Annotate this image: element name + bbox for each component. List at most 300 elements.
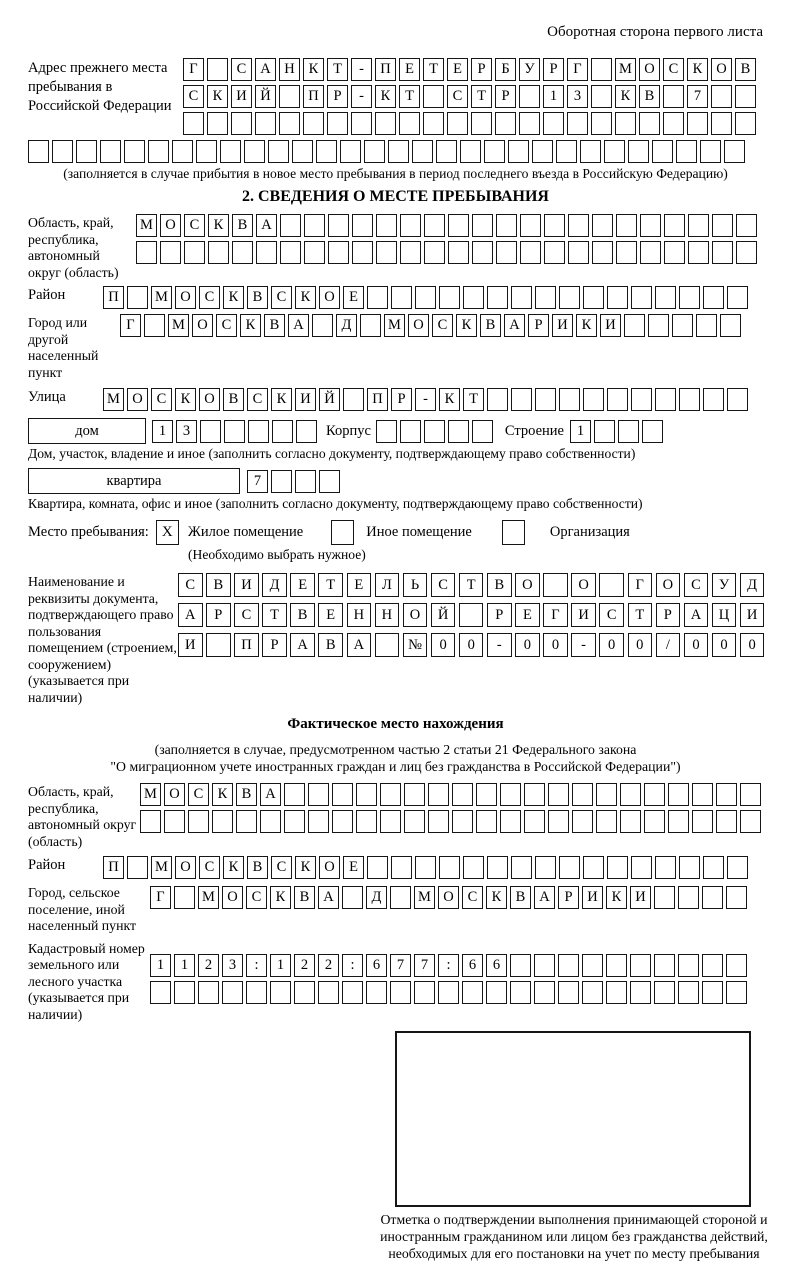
kadastr-label: Кадастровый номер земельного или лесного участка (указывается при наличии) bbox=[28, 940, 145, 1022]
char-box bbox=[316, 140, 337, 163]
char-box: Д bbox=[366, 886, 387, 909]
char-box: В bbox=[264, 314, 285, 337]
char-box: В bbox=[247, 286, 268, 309]
char-box: В bbox=[487, 573, 512, 597]
char-box: П bbox=[375, 58, 396, 81]
char-box bbox=[447, 112, 468, 135]
char-box: 0 bbox=[628, 633, 653, 657]
char-box bbox=[735, 112, 756, 135]
stroenie-label: Строение bbox=[504, 423, 564, 439]
actual-oblast-label: Область, край, республика, автономный округ (область) bbox=[28, 784, 137, 849]
char-box bbox=[583, 286, 604, 309]
char-box bbox=[271, 470, 292, 493]
char-box bbox=[184, 241, 205, 264]
char-box bbox=[592, 214, 613, 237]
char-box bbox=[127, 856, 148, 879]
char-box bbox=[556, 140, 577, 163]
char-box bbox=[616, 241, 637, 264]
char-box bbox=[415, 286, 436, 309]
char-box bbox=[607, 286, 628, 309]
char-box: В bbox=[290, 603, 315, 627]
document-label: Наименование и реквизиты документа, подтверждающего право пользования помещением (строением, сооружением) (указывается при наличии) bbox=[28, 574, 177, 705]
char-box bbox=[583, 388, 604, 411]
char-box: И bbox=[295, 388, 316, 411]
char-box: 0 bbox=[543, 633, 568, 657]
char-box bbox=[604, 140, 625, 163]
char-box bbox=[735, 85, 756, 108]
char-box bbox=[400, 214, 421, 237]
char-box bbox=[487, 286, 508, 309]
char-box: - bbox=[351, 85, 372, 108]
char-box bbox=[424, 420, 445, 443]
char-box bbox=[246, 981, 267, 1004]
char-box bbox=[236, 810, 257, 833]
char-box bbox=[678, 954, 699, 977]
char-box bbox=[404, 783, 425, 806]
char-box: И bbox=[582, 886, 603, 909]
char-box bbox=[360, 314, 381, 337]
char-box bbox=[296, 420, 317, 443]
char-box bbox=[559, 388, 580, 411]
char-box: - bbox=[415, 388, 436, 411]
field-prev-address bbox=[28, 58, 763, 135]
charbox-row bbox=[140, 810, 761, 833]
char-box bbox=[700, 140, 721, 163]
char-box bbox=[332, 783, 353, 806]
char-box bbox=[736, 214, 757, 237]
actual-title: Фактическое место нахождения bbox=[287, 716, 504, 732]
char-box bbox=[679, 856, 700, 879]
char-box: С bbox=[432, 314, 453, 337]
char-box bbox=[248, 420, 269, 443]
char-box: В bbox=[480, 314, 501, 337]
char-box bbox=[448, 241, 469, 264]
char-box: К bbox=[576, 314, 597, 337]
char-box: П bbox=[103, 286, 124, 309]
option-zhiloe-label: Жилое помещение bbox=[187, 524, 304, 540]
char-box bbox=[548, 810, 569, 833]
char-box bbox=[567, 112, 588, 135]
char-box: 3 bbox=[176, 420, 197, 443]
char-box bbox=[463, 286, 484, 309]
char-box: Р bbox=[206, 603, 231, 627]
char-box: А bbox=[290, 633, 315, 657]
char-box: П bbox=[367, 388, 388, 411]
char-box bbox=[304, 241, 325, 264]
char-box: С bbox=[184, 214, 205, 237]
char-box bbox=[375, 112, 396, 135]
char-box bbox=[270, 981, 291, 1004]
char-box bbox=[616, 214, 637, 237]
char-box bbox=[124, 140, 145, 163]
char-box bbox=[654, 886, 675, 909]
char-box: Д bbox=[740, 573, 765, 597]
char-box bbox=[606, 954, 627, 977]
char-box bbox=[524, 810, 545, 833]
char-box: М bbox=[140, 783, 161, 806]
char-box: О bbox=[127, 388, 148, 411]
char-box bbox=[558, 981, 579, 1004]
char-box: С bbox=[199, 856, 220, 879]
char-box: Л bbox=[375, 573, 400, 597]
char-box bbox=[679, 286, 700, 309]
char-box: Р bbox=[656, 603, 681, 627]
char-box bbox=[308, 810, 329, 833]
char-box: К bbox=[271, 388, 292, 411]
char-box bbox=[534, 981, 555, 1004]
charbox-row bbox=[103, 286, 748, 309]
char-box bbox=[207, 112, 228, 135]
char-box: 7 bbox=[687, 85, 708, 108]
char-box: Е bbox=[515, 603, 540, 627]
char-box bbox=[220, 140, 241, 163]
char-box bbox=[174, 886, 195, 909]
char-box: Р bbox=[558, 886, 579, 909]
char-box bbox=[624, 314, 645, 337]
char-box: Н bbox=[279, 58, 300, 81]
char-box: Р bbox=[528, 314, 549, 337]
char-box: Р bbox=[471, 58, 492, 81]
char-box bbox=[366, 981, 387, 1004]
char-box: В bbox=[318, 633, 343, 657]
charbox-row bbox=[103, 388, 748, 411]
char-box bbox=[726, 981, 747, 1004]
char-box bbox=[655, 388, 676, 411]
char-box bbox=[415, 856, 436, 879]
char-box bbox=[628, 140, 649, 163]
char-box bbox=[496, 214, 517, 237]
char-box: Т bbox=[423, 58, 444, 81]
char-box: С bbox=[247, 388, 268, 411]
char-box: : bbox=[342, 954, 363, 977]
char-box bbox=[495, 112, 516, 135]
char-box bbox=[460, 140, 481, 163]
char-box: 0 bbox=[459, 633, 484, 657]
char-box bbox=[664, 241, 685, 264]
checkbox-zhiloe: X bbox=[156, 520, 179, 545]
char-box: И bbox=[600, 314, 621, 337]
char-box: О bbox=[408, 314, 429, 337]
char-box bbox=[462, 981, 483, 1004]
char-box bbox=[304, 214, 325, 237]
char-box: Т bbox=[262, 603, 287, 627]
char-box bbox=[678, 886, 699, 909]
char-box: Е bbox=[343, 856, 364, 879]
char-box: К bbox=[606, 886, 627, 909]
char-box: 2 bbox=[198, 954, 219, 977]
field-document bbox=[28, 573, 763, 706]
char-box bbox=[511, 856, 532, 879]
char-box: И bbox=[571, 603, 596, 627]
char-box: М bbox=[151, 856, 172, 879]
char-box: О bbox=[319, 286, 340, 309]
char-box bbox=[620, 810, 641, 833]
char-box bbox=[459, 603, 484, 627]
char-box bbox=[400, 420, 421, 443]
char-box bbox=[630, 981, 651, 1004]
section2-title: 2. СВЕДЕНИЯ О МЕСТЕ ПРЕБЫВАНИЯ bbox=[242, 188, 549, 205]
char-box: У bbox=[712, 573, 737, 597]
charbox-row bbox=[178, 573, 764, 597]
char-box: В bbox=[236, 783, 257, 806]
char-box: С bbox=[178, 573, 203, 597]
charbox-row bbox=[183, 112, 756, 135]
char-box: 1 bbox=[543, 85, 564, 108]
char-box: 6 bbox=[486, 954, 507, 977]
char-box: О bbox=[192, 314, 213, 337]
char-box: Г bbox=[543, 603, 568, 627]
char-box bbox=[655, 286, 676, 309]
char-box: 0 bbox=[684, 633, 709, 657]
char-box bbox=[472, 214, 493, 237]
char-box: Б bbox=[495, 58, 516, 81]
char-box: В bbox=[510, 886, 531, 909]
char-box bbox=[174, 981, 195, 1004]
field-rayon bbox=[28, 286, 763, 309]
char-box bbox=[654, 981, 675, 1004]
char-box: - bbox=[351, 58, 372, 81]
char-box: К bbox=[212, 783, 233, 806]
char-box bbox=[439, 856, 460, 879]
kvartira-note: Квартира, комната, офис и иное (заполнить согласно документу, подтверждающему право собственности) bbox=[28, 496, 643, 511]
char-box: С bbox=[234, 603, 259, 627]
char-box: К bbox=[687, 58, 708, 81]
char-box bbox=[672, 314, 693, 337]
char-box: 1 bbox=[152, 420, 173, 443]
char-box bbox=[520, 214, 541, 237]
char-box bbox=[568, 214, 589, 237]
char-box: 1 bbox=[270, 954, 291, 977]
char-box bbox=[200, 420, 221, 443]
field-actual-oblast bbox=[28, 783, 763, 850]
char-box: А bbox=[684, 603, 709, 627]
char-box bbox=[476, 810, 497, 833]
char-box: А bbox=[318, 886, 339, 909]
char-box: М bbox=[414, 886, 435, 909]
char-box bbox=[631, 286, 652, 309]
char-box bbox=[596, 783, 617, 806]
char-box: С bbox=[271, 286, 292, 309]
char-box: А bbox=[255, 58, 276, 81]
char-box bbox=[150, 981, 171, 1004]
char-box: 1 bbox=[570, 420, 591, 443]
char-box: - bbox=[571, 633, 596, 657]
char-box bbox=[511, 286, 532, 309]
char-box bbox=[328, 214, 349, 237]
prev-address-label: Адрес прежнего места пребывания в Российской Федерации bbox=[28, 60, 172, 114]
char-box bbox=[222, 981, 243, 1004]
char-box: В bbox=[223, 388, 244, 411]
char-box: К bbox=[240, 314, 261, 337]
charbox-row bbox=[150, 981, 747, 1004]
char-box bbox=[342, 981, 363, 1004]
char-box bbox=[655, 856, 676, 879]
char-box bbox=[724, 140, 745, 163]
char-box bbox=[448, 420, 469, 443]
checkbox-organizatsiya bbox=[502, 520, 525, 545]
char-box bbox=[438, 981, 459, 1004]
char-box bbox=[244, 140, 265, 163]
char-box bbox=[668, 810, 689, 833]
char-box: Г bbox=[567, 58, 588, 81]
char-box: П bbox=[103, 856, 124, 879]
char-box: 0 bbox=[599, 633, 624, 657]
char-box: А bbox=[260, 783, 281, 806]
char-box bbox=[519, 112, 540, 135]
char-box: 0 bbox=[712, 633, 737, 657]
char-box bbox=[712, 241, 733, 264]
char-box bbox=[559, 286, 580, 309]
char-box: В bbox=[735, 58, 756, 81]
char-box bbox=[618, 420, 639, 443]
char-box: И bbox=[231, 85, 252, 108]
char-box: Н bbox=[375, 603, 400, 627]
char-box bbox=[172, 140, 193, 163]
char-box bbox=[702, 886, 723, 909]
char-box: У bbox=[519, 58, 540, 81]
char-box bbox=[183, 112, 204, 135]
charbox-row bbox=[183, 85, 756, 108]
char-box: Р bbox=[487, 603, 512, 627]
char-box: Р bbox=[391, 388, 412, 411]
char-box bbox=[148, 140, 169, 163]
char-box: К bbox=[615, 85, 636, 108]
char-box: Р bbox=[327, 85, 348, 108]
char-box: О bbox=[319, 856, 340, 879]
char-box bbox=[294, 981, 315, 1004]
char-box bbox=[631, 856, 652, 879]
char-box: И bbox=[630, 886, 651, 909]
char-box bbox=[702, 954, 723, 977]
char-box bbox=[308, 783, 329, 806]
char-box bbox=[543, 112, 564, 135]
char-box bbox=[711, 85, 732, 108]
char-box: 7 bbox=[390, 954, 411, 977]
ulitsa-label: Улица bbox=[28, 389, 66, 405]
char-box bbox=[472, 241, 493, 264]
char-box bbox=[100, 140, 121, 163]
char-box bbox=[692, 783, 713, 806]
char-box bbox=[688, 241, 709, 264]
char-box bbox=[424, 241, 445, 264]
char-box bbox=[703, 856, 724, 879]
char-box bbox=[255, 112, 276, 135]
charbox-row bbox=[376, 420, 493, 443]
char-box: О bbox=[222, 886, 243, 909]
char-box bbox=[414, 981, 435, 1004]
char-box: М bbox=[198, 886, 219, 909]
charbox-row bbox=[183, 58, 756, 81]
char-box: М bbox=[615, 58, 636, 81]
actual-gorod-label: Город, сельское поселение, иной населенный пункт bbox=[28, 885, 137, 933]
char-box bbox=[452, 783, 473, 806]
char-box: Г bbox=[120, 314, 141, 337]
char-box: М bbox=[151, 286, 172, 309]
char-box bbox=[212, 810, 233, 833]
char-box bbox=[208, 241, 229, 264]
char-box: Е bbox=[447, 58, 468, 81]
field-kvartira bbox=[28, 468, 763, 494]
char-box: 2 bbox=[318, 954, 339, 977]
char-box: А bbox=[178, 603, 203, 627]
char-box bbox=[663, 85, 684, 108]
char-box: 0 bbox=[515, 633, 540, 657]
char-box: Г bbox=[183, 58, 204, 81]
char-box: А bbox=[256, 214, 277, 237]
charbox-row bbox=[570, 420, 663, 443]
char-box: Р bbox=[262, 633, 287, 657]
char-box bbox=[652, 140, 673, 163]
char-box bbox=[351, 112, 372, 135]
charbox-row bbox=[150, 954, 747, 977]
char-box: О bbox=[438, 886, 459, 909]
char-box: Й bbox=[319, 388, 340, 411]
char-box: К bbox=[270, 886, 291, 909]
char-box bbox=[476, 783, 497, 806]
actual-rayon-label: Район bbox=[28, 857, 66, 873]
char-box: О bbox=[711, 58, 732, 81]
char-box bbox=[428, 810, 449, 833]
char-box bbox=[486, 981, 507, 1004]
char-box: К bbox=[208, 214, 229, 237]
char-box bbox=[424, 214, 445, 237]
char-box bbox=[367, 286, 388, 309]
char-box bbox=[367, 856, 388, 879]
stamp-area bbox=[395, 1031, 751, 1207]
char-box bbox=[511, 388, 532, 411]
dom-box: дом bbox=[28, 418, 146, 444]
mesto-label: Место пребывания: bbox=[28, 524, 149, 540]
actual-note-2: "О миграционном учете иностранных граждан и лиц без гражданства в Российской Федерации") bbox=[110, 759, 681, 774]
char-box bbox=[620, 783, 641, 806]
actual-note-1: (заполняется в случае, предусмотренном частью 2 статьи 21 Федерального закона bbox=[154, 742, 637, 757]
option-inoe-label: Иное помещение bbox=[366, 524, 472, 540]
char-box bbox=[572, 810, 593, 833]
oblast-label: Область, край, республика, автономный округ (область) bbox=[28, 215, 119, 280]
char-box: - bbox=[487, 633, 512, 657]
char-box bbox=[380, 783, 401, 806]
char-box bbox=[508, 140, 529, 163]
char-box: А bbox=[534, 886, 555, 909]
char-box bbox=[648, 314, 669, 337]
char-box bbox=[535, 856, 556, 879]
char-box: 1 bbox=[150, 954, 171, 977]
char-box: 1 bbox=[174, 954, 195, 977]
char-box bbox=[340, 140, 361, 163]
char-box: А bbox=[288, 314, 309, 337]
charbox-row bbox=[136, 241, 757, 264]
char-box bbox=[295, 470, 316, 493]
charbox-row bbox=[178, 603, 764, 627]
char-box bbox=[664, 214, 685, 237]
char-box bbox=[342, 886, 363, 909]
char-box bbox=[591, 85, 612, 108]
char-box bbox=[471, 112, 492, 135]
char-box: Р bbox=[543, 58, 564, 81]
char-box bbox=[390, 981, 411, 1004]
char-box: В bbox=[247, 856, 268, 879]
char-box bbox=[352, 241, 373, 264]
char-box bbox=[231, 112, 252, 135]
page-side-note: Оборотная сторона первого листа bbox=[547, 24, 763, 40]
char-box bbox=[736, 241, 757, 264]
char-box bbox=[594, 420, 615, 443]
char-box bbox=[448, 214, 469, 237]
char-box bbox=[631, 388, 652, 411]
char-box bbox=[206, 633, 231, 657]
char-box bbox=[702, 981, 723, 1004]
char-box: 2 bbox=[294, 954, 315, 977]
